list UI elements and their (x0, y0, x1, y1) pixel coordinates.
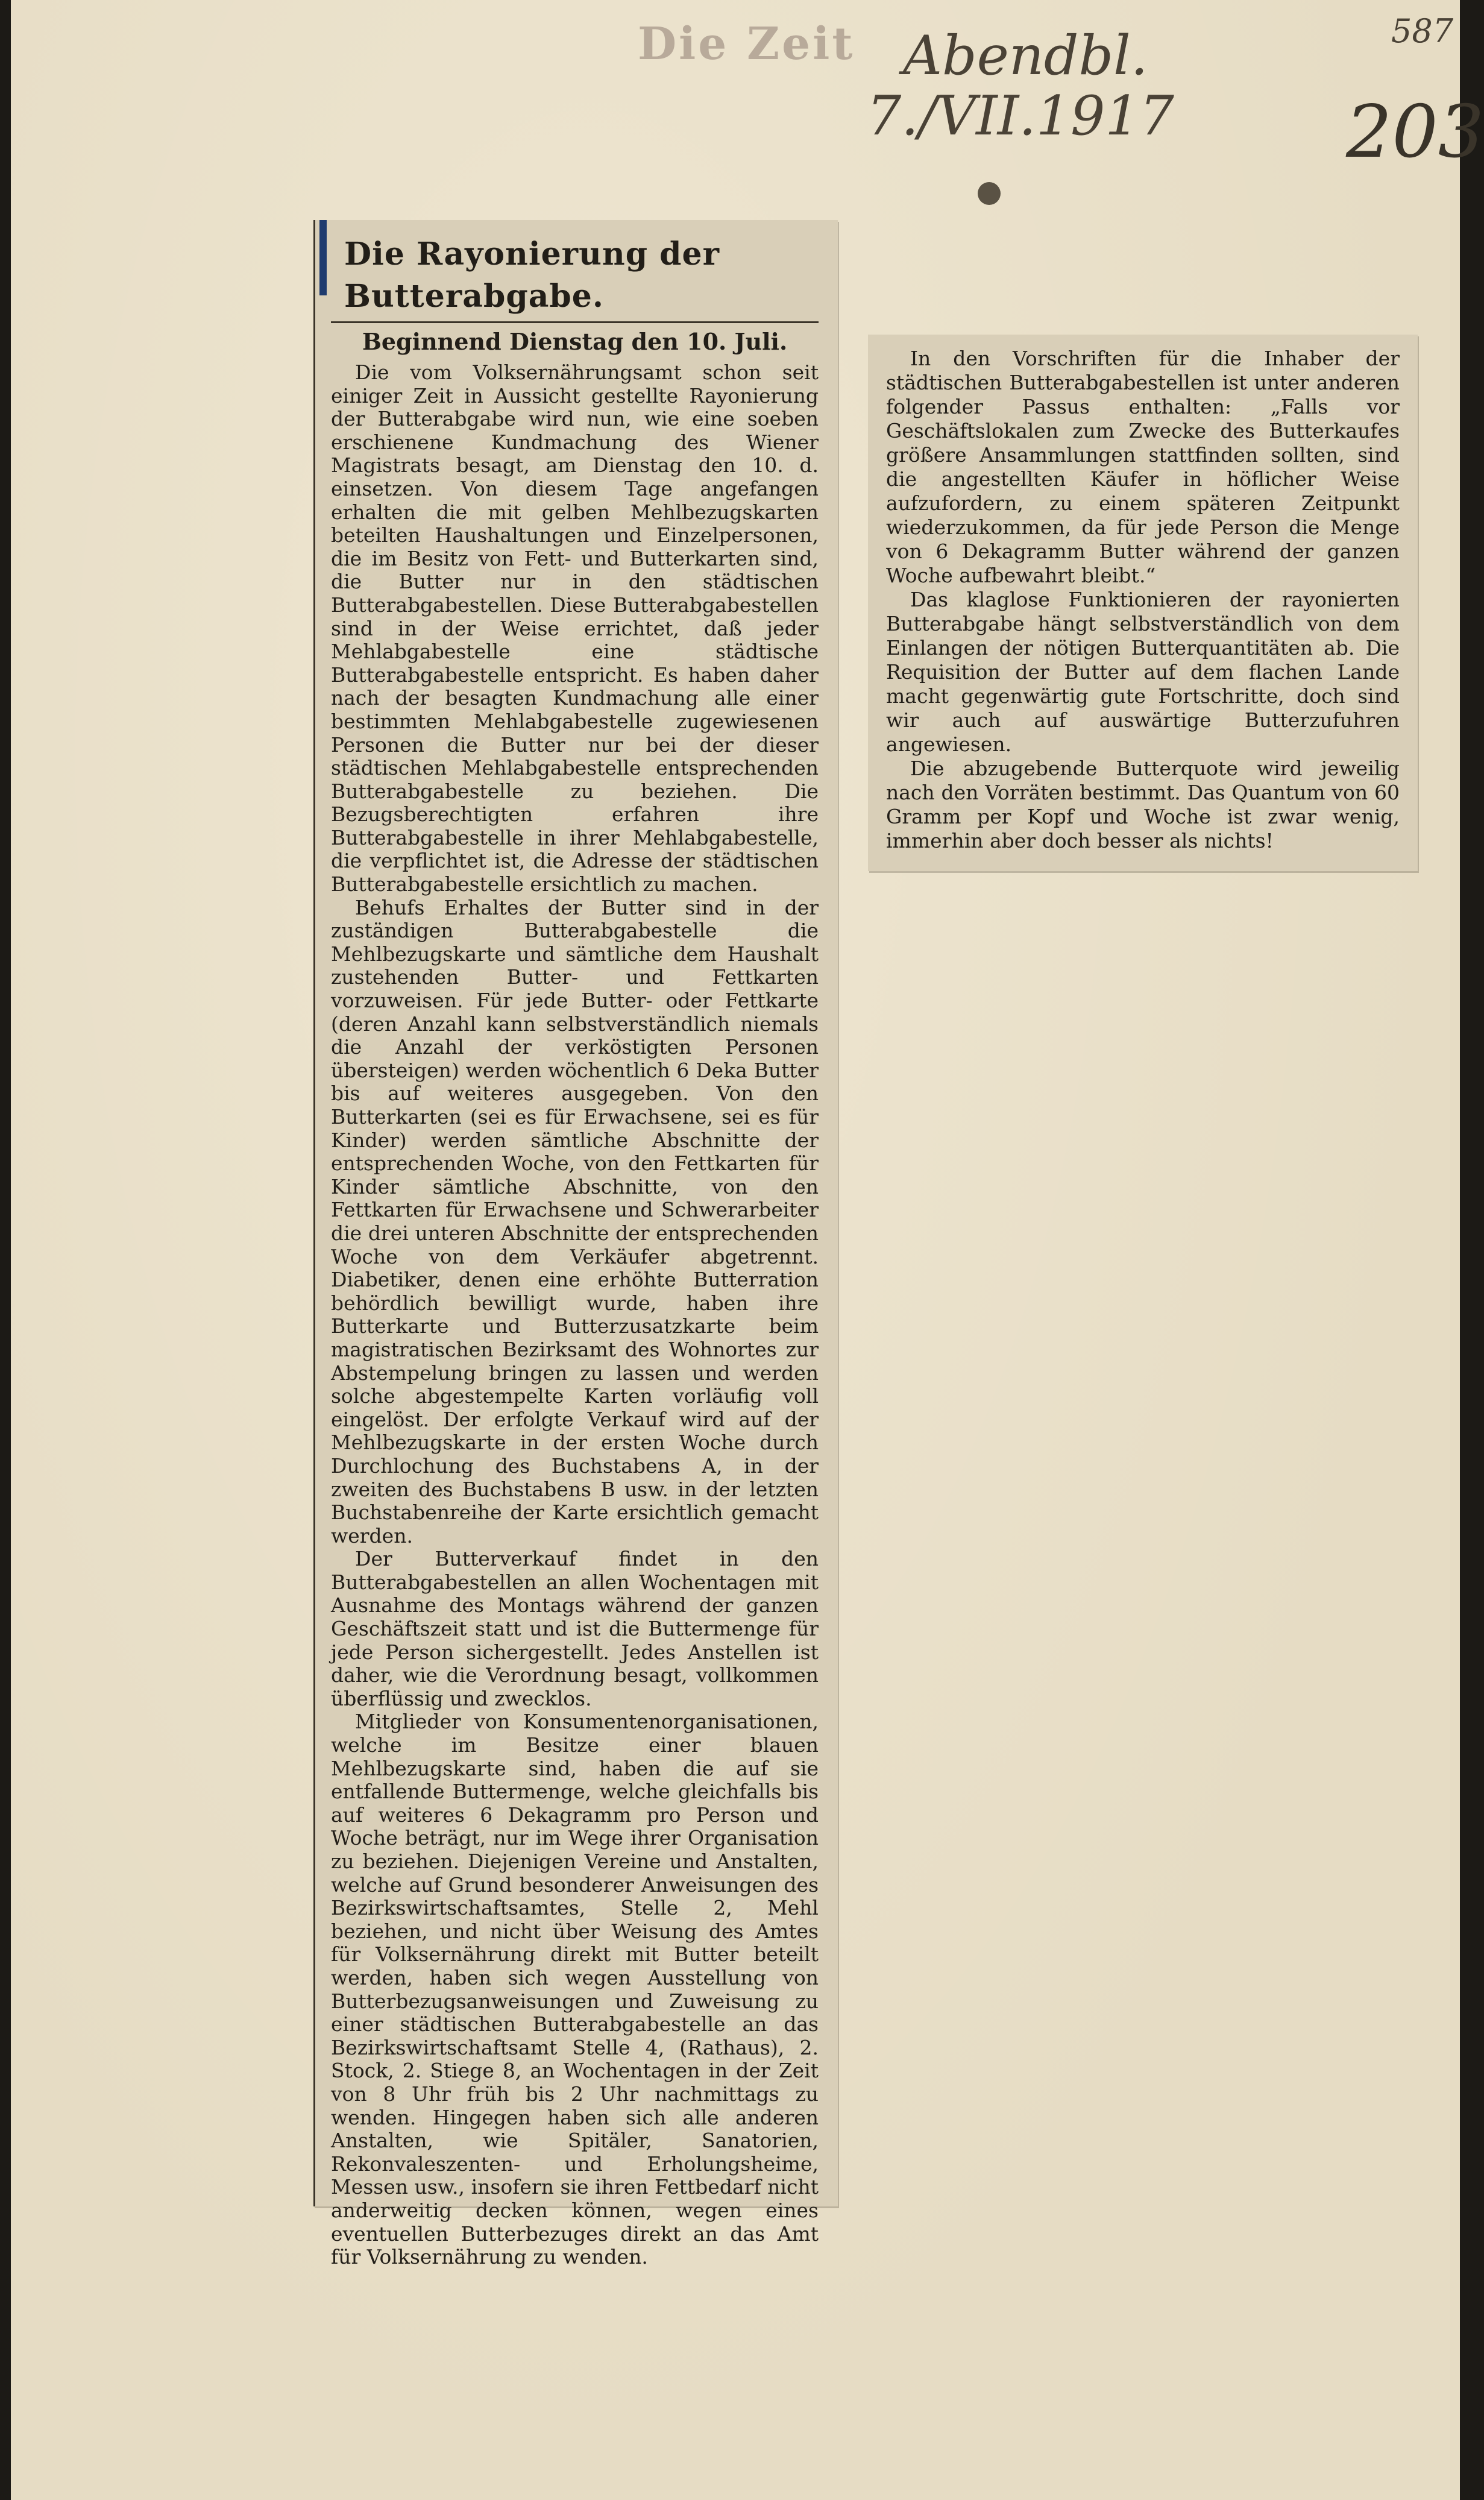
corner-mark: 587 (1391, 12, 1454, 50)
folio-number: 203 (1346, 90, 1484, 174)
article-paragraph: Der Butterverkauf findet in den Butterabgabestellen an allen Wochentagen mit Ausnahme des Montags während der ganzen Geschäftszeit statt und ist die Buttermenge für jede Person sichergestellt. Jedes Anstellen ist daher, wie die Verordnung besagt, vollkommen überflüssig und zwecklos. (331, 1547, 819, 1710)
article-paragraph: Behufs Erhaltes der Butter sind in der zuständigen Butterabgabestelle die Mehlbezugskarte und sämtliche dem Haushalt zustehenden Butter- und Fettkarten vorzuweisen. Für jede Butter- oder Fettkarte (deren Anzahl kann selbstverständlich niemals die Anzahl der verköstigten Personen übersteigen) werden wöchentlich 6 Deka Butter bis auf weiteres ausgegeben. Von den Butterkarten (sei es für Erwachsene, sei es für Kinder) werden sämtliche Abschnitte der entsprechenden Woche, von den Fettkarten für Kinder sämtliche Abschnitte, von den Fettkarten für Erwachsene und Schwerarbeiter die drei unteren Abschnitte der entsprechenden Woche von dem Verkäufer abgetrennt. Diabetiker, denen eine erhöhte Butterration behördlich bewilligt wurde, haben ihre Butterkarte und Butterzusatzkarte beim magistratischen Bezirksamt des Wohnortes zur Abstempelung bringen zu lassen und werden solche abgestempelte Karten vorläufig voll eingelöst. Der erfolgte Verkauf wird auf der Mehlbezugskarte in der ersten Woche durch Durchlochung des Buchstabens A, in der zweiten des Buchstabens B usw. in der letzten Buchstabenreihe der Karte ersichtlich gemacht werden. (331, 895, 819, 1548)
side-paragraph: Das klaglose Funktionieren der rayonierten Butterabgabe hängt selbstverständlich von dem Einlangen der nötigen Butterquantitäten ab. Die Requisition der Butter auf dem flachen Lande macht gegenwärtig gute Fortschritte, doch sind wir auch auf auswärtige Butterzufuhren angewiesen. (886, 588, 1400, 756)
side-paragraph: Die abzugebende Butterquote wird jeweilig nach den Vorräten bestimmt. Das Quantum von 60 Gramm per Kopf und Woche ist zwar wenig, immerhin aber doch besser als nichts! (886, 757, 1400, 852)
article-paragraph: Mitglieder von Konsumentenorganisationen, welche im Besitze einer blauen Mehlbezugskarte sind, haben die auf sie entfallende Buttermenge, welche gleichfalls bis auf weiteres 6 Dekagramm pro Person und Woche beträgt, nur im Wege ihrer Organisation zu beziehen. Diejenigen Vereine und Anstalten, welche auf Grund besonderer Anweisungen des Bezirkswirtschaftsamtes, Stelle 2, Mehl beziehen, und nicht über Weisung des Amtes für Volksernährung direkt mit Butter beteilt werden, haben sich wegen Ausstellung von Butterbezugsanweisungen und Zuweisung zu einer städtischen Butterabgabestelle an das Bezirkswirtschaftsamt Stelle 4, (Rathaus), 2. Stock, 2. Stiege 8, an Wochentagen in der Zeit von 8 Uhr früh bis 2 Uhr nachmittags zu wenden. Hingegen haben sich alle anderen Anstalten, wie Spitäler, Sanatorien, Rekonvaleszenten- und Erholungsheime, Messen usw., insofern sie ihren Fettbedarf nicht anderweitig decken können, wegen eines eventuellen Butterbezuges direkt an das Amt für Volksernährung zu wenden. (331, 1710, 819, 2269)
blue-pencil-mark (319, 220, 327, 295)
article-headline: Die Rayonierung der Butterabgabe. (331, 233, 819, 323)
punch-hole (978, 182, 1001, 205)
article-body (331, 361, 819, 2269)
article-subhead: Beginnend Dienstag den 10. Juli. (362, 328, 788, 355)
side-paragraph: In den Vorschriften für die Inhaber der städtischen Butterabgabestellen ist unter anderen folgender Passus enthalten: „Falls vor Geschäftslokalen zum Zwecke des Butterkaufes größere Ansammlungen stattfinden sollten, sind die angestellten Käufer in höflicher Weise aufzufordern, zu einem späteren Zeitpunkt wiederzukommen, da für jede Person die Menge von 6 Dekagramm Butter während der ganzen Woche aufbewahrt bleibt.“ (886, 347, 1400, 587)
newspaper-stamp: Die Zeit (638, 18, 855, 70)
article-paragraph: Die vom Volksernährungsamt schon seit einiger Zeit in Aussicht gestellte Rayonierung der Butterabgabe wird nun, wie eine soeben erschienene Kundmachung des Wiener Magistrats besagt, am Dienstag den 10. d. einsetzen. Von diesem Tage angefangen erhalten die mit gelben Mehlbezugskarten beteilten Haushaltungen und Einzelpersonen, die im Besitz von Fett- und Butterkarten sind, die Butter nur in den städtischen Butterabgabestellen. Diese Butterabgabestellen sind in der Weise errichtet, daß jeder Mehlabgabestelle eine städtische Butterabgabestelle entspricht. Es haben daher nach der besagten Kundmachung alle einer bestimmten Mehlabgabestelle zugewiesenen Personen die Butter nur bei der dieser städtischen Mehlabgabestelle entsprechenden Butterabgabestelle zu beziehen. Die Bezugsberechtigten erfahren ihre Butterabgabestelle in ihrer Mehlabgabestelle, die verpflichtet ist, die Adresse der städtischen Butterabgabestelle ersichtlich zu machen. (331, 361, 819, 896)
side-article-clipping (868, 335, 1418, 871)
handwritten-edition: Abendbl. (903, 24, 1148, 87)
main-article-clipping (313, 220, 838, 2269)
handwritten-date: 7./VII.1917 (867, 84, 1174, 148)
side-article-body (886, 347, 1400, 853)
